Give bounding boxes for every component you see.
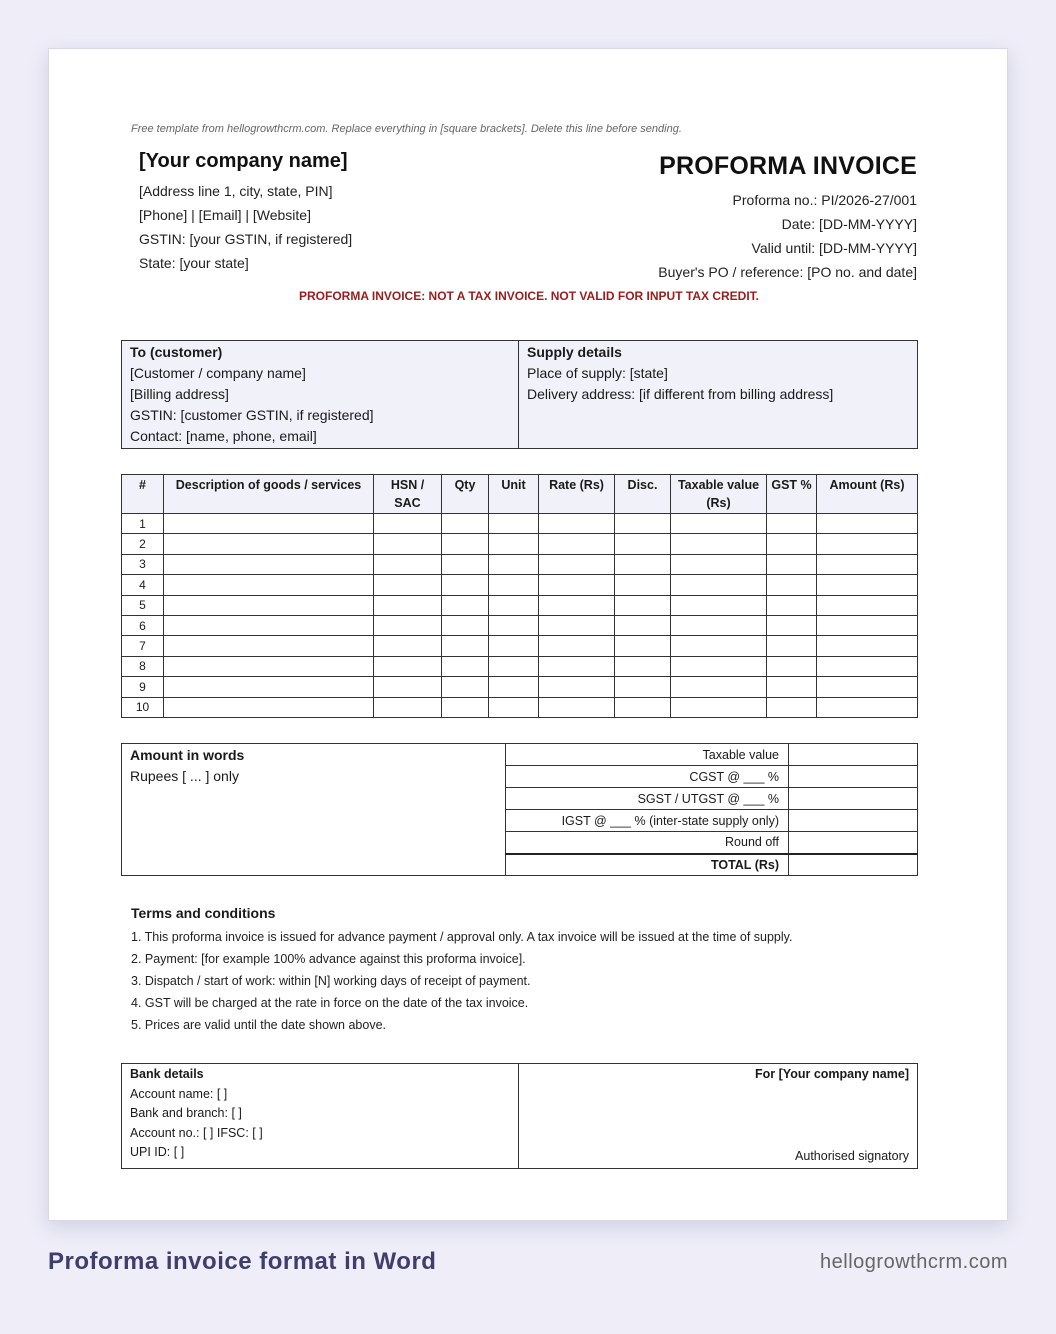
item-cell[interactable] xyxy=(164,656,374,676)
item-cell[interactable] xyxy=(442,595,489,615)
customer-contact: Contact: [name, phone, email] xyxy=(130,428,317,444)
sgst-label: SGST / UTGST @ ___ % xyxy=(506,788,789,810)
customer-name: [Customer / company name] xyxy=(130,365,306,381)
signature-for-company: For [Your company name] xyxy=(755,1067,909,1081)
item-cell[interactable] xyxy=(489,636,539,656)
col-description: Description of goods / services xyxy=(164,475,374,514)
item-cell[interactable] xyxy=(374,636,442,656)
col-taxable-value: Taxable value (Rs) xyxy=(671,475,767,514)
item-cell[interactable] xyxy=(671,554,767,574)
document-title: PROFORMA INVOICE xyxy=(659,152,917,180)
item-cell[interactable] xyxy=(489,514,539,534)
table-row xyxy=(122,554,918,574)
sgst-cell[interactable] xyxy=(789,788,918,810)
cgst-cell[interactable] xyxy=(789,766,918,788)
table-row xyxy=(122,697,918,717)
customer-block xyxy=(122,341,519,449)
amount-in-words-value: Rupees [ ... ] only xyxy=(130,768,239,784)
col-hsn-sac: HSN / SAC xyxy=(374,475,442,514)
item-cell[interactable] xyxy=(671,656,767,676)
item-cell[interactable] xyxy=(817,677,918,697)
customer-heading: To (customer) xyxy=(130,344,223,360)
site-name: hellogrowthcrm.com xyxy=(820,1251,1008,1273)
authorised-signatory-label: Authorised signatory xyxy=(795,1148,909,1163)
bank-account-name: Account name: [ ] xyxy=(130,1086,228,1101)
col-gst-percent: GST % xyxy=(767,475,817,514)
company-contact: [Phone] | [Email] | [Website] xyxy=(139,207,311,223)
item-cell[interactable] xyxy=(817,534,918,554)
party-details-table xyxy=(121,340,918,449)
col-number: # xyxy=(122,475,164,514)
item-cell[interactable] xyxy=(164,677,374,697)
company-state: State: [your state] xyxy=(139,255,249,271)
item-cell[interactable] xyxy=(374,554,442,574)
item-cell[interactable] xyxy=(817,615,918,635)
item-cell[interactable] xyxy=(767,656,817,676)
supply-heading: Supply details xyxy=(527,344,622,360)
table-row xyxy=(122,677,918,697)
taxable-value-cell[interactable] xyxy=(789,744,918,766)
proforma-number: Proforma no.: PI/2026-27/001 xyxy=(732,192,917,208)
item-cell[interactable] xyxy=(164,534,374,554)
item-cell[interactable] xyxy=(489,656,539,676)
item-cell[interactable] xyxy=(671,534,767,554)
item-cell[interactable] xyxy=(539,595,615,615)
delivery-address: Delivery address: [if different from billing address] xyxy=(527,386,834,402)
item-cell[interactable] xyxy=(615,514,671,534)
item-cell[interactable] xyxy=(442,534,489,554)
row-number: 10 xyxy=(122,697,164,717)
item-cell[interactable] xyxy=(767,554,817,574)
table-row xyxy=(122,534,918,554)
item-cell[interactable] xyxy=(164,615,374,635)
row-number: 4 xyxy=(122,575,164,595)
item-cell[interactable] xyxy=(817,636,918,656)
col-discount: Disc. xyxy=(615,475,671,514)
item-cell[interactable] xyxy=(671,514,767,534)
item-cell[interactable] xyxy=(767,636,817,656)
item-cell[interactable] xyxy=(442,554,489,574)
invoice-date: Date: [DD-MM-YYYY] xyxy=(781,216,917,232)
amount-in-words-block xyxy=(122,744,506,876)
item-cell[interactable] xyxy=(817,514,918,534)
bank-upi-id: UPI ID: [ ] xyxy=(130,1145,185,1159)
valid-until: Valid until: [DD-MM-YYYY] xyxy=(751,240,917,256)
not-tax-invoice-warning: PROFORMA INVOICE: NOT A TAX INVOICE. NOT VALID FOR INPUT TAX CREDIT. xyxy=(298,289,759,303)
term-item: 2. Payment: [for example 100% advance against this proforma invoice]. xyxy=(131,952,526,966)
item-cell[interactable] xyxy=(489,677,539,697)
item-cell[interactable] xyxy=(671,615,767,635)
table-row xyxy=(122,514,918,534)
item-cell[interactable] xyxy=(374,514,442,534)
page-caption: Proforma invoice format in Word xyxy=(48,1248,437,1275)
item-cell[interactable] xyxy=(767,595,817,615)
cgst-label: CGST @ ___ % xyxy=(506,766,789,788)
line-items-body xyxy=(122,514,918,718)
col-amount: Amount (Rs) xyxy=(817,475,918,514)
item-cell[interactable] xyxy=(671,677,767,697)
row-number: 3 xyxy=(122,554,164,574)
round-off-label: Round off xyxy=(506,832,789,854)
item-cell[interactable] xyxy=(539,575,615,595)
row-number: 1 xyxy=(122,514,164,534)
item-cell[interactable] xyxy=(615,656,671,676)
row-number: 9 xyxy=(122,677,164,697)
col-unit: Unit xyxy=(489,475,539,514)
company-gstin: GSTIN: [your GSTIN, if registered] xyxy=(139,231,353,247)
bank-signature-table xyxy=(121,1063,918,1169)
item-cell[interactable] xyxy=(442,677,489,697)
item-cell[interactable] xyxy=(442,636,489,656)
line-items-table xyxy=(121,474,918,718)
igst-cell[interactable] xyxy=(789,810,918,832)
item-cell[interactable] xyxy=(817,697,918,717)
item-cell[interactable] xyxy=(767,534,817,554)
item-cell[interactable] xyxy=(539,514,615,534)
item-cell[interactable] xyxy=(374,656,442,676)
item-cell[interactable] xyxy=(539,636,615,656)
term-item: 4. GST will be charged at the rate in force on the date of the tax invoice. xyxy=(131,996,529,1010)
item-cell[interactable] xyxy=(374,575,442,595)
item-cell[interactable] xyxy=(615,615,671,635)
item-cell[interactable] xyxy=(615,534,671,554)
item-cell[interactable] xyxy=(767,615,817,635)
item-cell[interactable] xyxy=(615,595,671,615)
col-rate: Rate (Rs) xyxy=(539,475,615,514)
supply-block xyxy=(519,341,918,449)
row-number: 6 xyxy=(122,615,164,635)
item-cell[interactable] xyxy=(489,595,539,615)
item-cell[interactable] xyxy=(767,677,817,697)
total-label: TOTAL (Rs) xyxy=(506,854,789,876)
bank-account-ifsc: Account no.: [ ] IFSC: [ ] xyxy=(130,1125,263,1140)
item-cell[interactable] xyxy=(615,554,671,574)
item-cell[interactable] xyxy=(615,636,671,656)
item-cell[interactable] xyxy=(489,554,539,574)
item-cell[interactable] xyxy=(767,514,817,534)
table-row xyxy=(122,636,918,656)
totals-table xyxy=(121,743,918,876)
bank-heading: Bank details xyxy=(130,1067,204,1081)
item-cell[interactable] xyxy=(539,554,615,574)
item-cell[interactable] xyxy=(164,514,374,534)
item-cell[interactable] xyxy=(615,677,671,697)
item-cell[interactable] xyxy=(374,615,442,635)
col-qty: Qty xyxy=(442,475,489,514)
item-cell[interactable] xyxy=(374,677,442,697)
amount-in-words-heading: Amount in words xyxy=(130,747,245,763)
company-address: [Address line 1, city, state, PIN] xyxy=(139,183,333,199)
term-item: 5. Prices are valid until the date shown above. xyxy=(131,1018,387,1032)
item-cell[interactable] xyxy=(767,575,817,595)
item-cell[interactable] xyxy=(164,595,374,615)
item-cell[interactable] xyxy=(539,656,615,676)
item-cell[interactable] xyxy=(442,697,489,717)
row-number: 2 xyxy=(122,534,164,554)
row-number: 7 xyxy=(122,636,164,656)
company-name: [Your company name] xyxy=(139,150,348,172)
item-cell[interactable] xyxy=(442,656,489,676)
item-cell[interactable] xyxy=(489,697,539,717)
item-cell[interactable] xyxy=(671,575,767,595)
bank-details-block xyxy=(122,1064,519,1169)
item-cell[interactable] xyxy=(164,554,374,574)
item-cell[interactable] xyxy=(671,636,767,656)
bank-branch: Bank and branch: [ ] xyxy=(130,1106,242,1120)
item-cell[interactable] xyxy=(767,697,817,717)
buyer-po-reference: Buyer's PO / reference: [PO no. and date] xyxy=(658,264,917,280)
row-number: 5 xyxy=(122,595,164,615)
item-cell[interactable] xyxy=(539,697,615,717)
item-cell[interactable] xyxy=(164,636,374,656)
invoice-sheet xyxy=(48,48,1008,1221)
table-row xyxy=(122,575,918,595)
customer-gstin: GSTIN: [customer GSTIN, if registered] xyxy=(130,407,374,423)
item-cell[interactable] xyxy=(615,697,671,717)
term-item: 1. This proforma invoice is issued for advance payment / approval only. A tax invoice will be issued at the time of supply. xyxy=(131,930,793,944)
item-cell[interactable] xyxy=(374,595,442,615)
table-row xyxy=(122,615,918,635)
item-cell[interactable] xyxy=(374,534,442,554)
item-cell[interactable] xyxy=(489,534,539,554)
row-number: 8 xyxy=(122,656,164,676)
total-cell[interactable] xyxy=(789,854,918,876)
item-cell[interactable] xyxy=(817,575,918,595)
table-row xyxy=(122,595,918,615)
item-cell[interactable] xyxy=(442,514,489,534)
template-note: Free template from hellogrowthcrm.com. Replace everything in [square brackets]. Delete this line before sending. xyxy=(131,123,682,135)
item-cell[interactable] xyxy=(442,575,489,595)
item-cell[interactable] xyxy=(489,615,539,635)
round-off-cell[interactable] xyxy=(789,832,918,854)
item-cell[interactable] xyxy=(539,677,615,697)
item-cell[interactable] xyxy=(539,615,615,635)
item-cell[interactable] xyxy=(374,697,442,717)
item-cell[interactable] xyxy=(817,656,918,676)
taxable-value-label: Taxable value xyxy=(506,744,789,766)
signature-block xyxy=(519,1064,918,1169)
item-cell[interactable] xyxy=(817,554,918,574)
term-item: 3. Dispatch / start of work: within [N] working days of receipt of payment. xyxy=(131,974,531,988)
place-of-supply: Place of supply: [state] xyxy=(527,365,668,381)
item-cell[interactable] xyxy=(671,595,767,615)
item-cell[interactable] xyxy=(442,615,489,635)
item-cell[interactable] xyxy=(489,575,539,595)
item-cell[interactable] xyxy=(817,595,918,615)
customer-billing-address: [Billing address] xyxy=(130,386,229,402)
terms-heading: Terms and conditions xyxy=(131,905,276,921)
igst-label: IGST @ ___ % (inter-state supply only) xyxy=(506,810,789,832)
item-cell[interactable] xyxy=(539,534,615,554)
table-row xyxy=(122,656,918,676)
item-cell[interactable] xyxy=(164,697,374,717)
item-cell[interactable] xyxy=(671,697,767,717)
item-cell[interactable] xyxy=(615,575,671,595)
item-cell[interactable] xyxy=(164,575,374,595)
